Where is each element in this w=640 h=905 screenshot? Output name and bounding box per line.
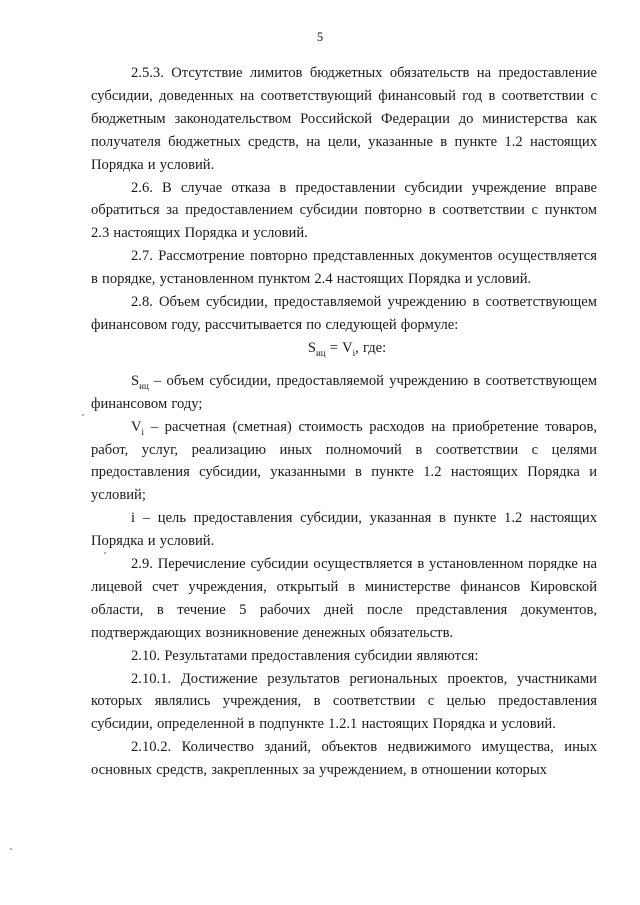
definition-s-text: – объем субсидии, предоставляемой учреждению в соответствующем финансовом году; xyxy=(91,372,597,412)
formula-equals-v: = V xyxy=(325,339,353,356)
paragraph-2-10: 2.10. Результатами предоставления субсидии являются: xyxy=(131,647,479,664)
paragraph-2-8: 2.8. Объем субсидии, предоставляемой учреждению в соответствующем финансовом году, рассчитывается по следующей формуле: xyxy=(91,294,597,333)
document-body xyxy=(91,62,597,782)
formula-subscript-i: i xyxy=(352,347,356,358)
formula-subscript-ic: иц xyxy=(315,347,326,358)
paragraph-2-10-2: 2.10.2. Количество зданий, объектов недвижимого имущества, иных основных средств, закрепленных за учреждением, в отношении которых xyxy=(91,739,597,779)
definition-v-i xyxy=(91,416,597,508)
paragraph-2-7: 2.7. Рассмотрение повторно представленных документов осуществляется в порядке, установленном пунктом 2.4 настоящих Порядка и условий. xyxy=(91,248,597,288)
definition-v-text: – расчетная (сметная) стоимость расходов на приобретение товаров, работ, услуг, реализацию иных полномочий в соответствии с целями предоставления субсидии, указанными в пункте 1.2 настоящих Порядка и условий; xyxy=(91,418,597,504)
paragraph-2-9: 2.9. Перечисление субсидии осуществляется в установленном порядке на лицевой счет учреждения, открытый в министерстве финансов Кировской области, в течение 5 рабочих дней после представления документов, подтверждающих возникновение денежных обязательств. xyxy=(91,556,597,641)
definition-i: i – цель предоставления субсидии, указанная в пункте 1.2 настоящих Порядка и условий. xyxy=(91,510,597,550)
paragraph-2-10-1: 2.10.1. Достижение результатов региональных проектов, участниками которых являлись учреждения, в соответствии с целью предоставления субсидии, определенной в подпункте 1.2.1 настоящих Порядка и условий. xyxy=(91,670,597,733)
paragraph-2-6: 2.6. В случае отказа в предоставлении субсидии учреждение вправе обратиться за предоставлением субсидии повторно в соответствии с пунктом 2.3 настоящих Порядка и условий. xyxy=(91,179,597,242)
formula-tail: , где: xyxy=(355,339,387,356)
definition-symbol-v: V xyxy=(131,418,142,435)
definition-s-ic xyxy=(91,370,597,416)
definition-symbol-s: S xyxy=(131,372,140,389)
definition-subscript-ic: иц xyxy=(139,380,149,391)
scan-speck xyxy=(82,414,84,416)
paragraph-2-5-3: 2.5.3. Отсутствие лимитов бюджетных обязательств на предоставление субсидии, доведенных на соответствующий финансовый год в соответствии с бюджетным законодательством Российской Федерации до министерства как получателя бюджетных средств, на цели, указанные в пункте 1.2 настоящих Порядка и условий. xyxy=(91,65,597,173)
page-number: 5 xyxy=(316,30,324,44)
formula xyxy=(91,337,597,360)
scan-speck xyxy=(10,848,12,850)
scan-speck xyxy=(104,552,106,554)
formula-symbol-s: S xyxy=(307,339,316,356)
definition-subscript-i: i xyxy=(141,426,145,437)
